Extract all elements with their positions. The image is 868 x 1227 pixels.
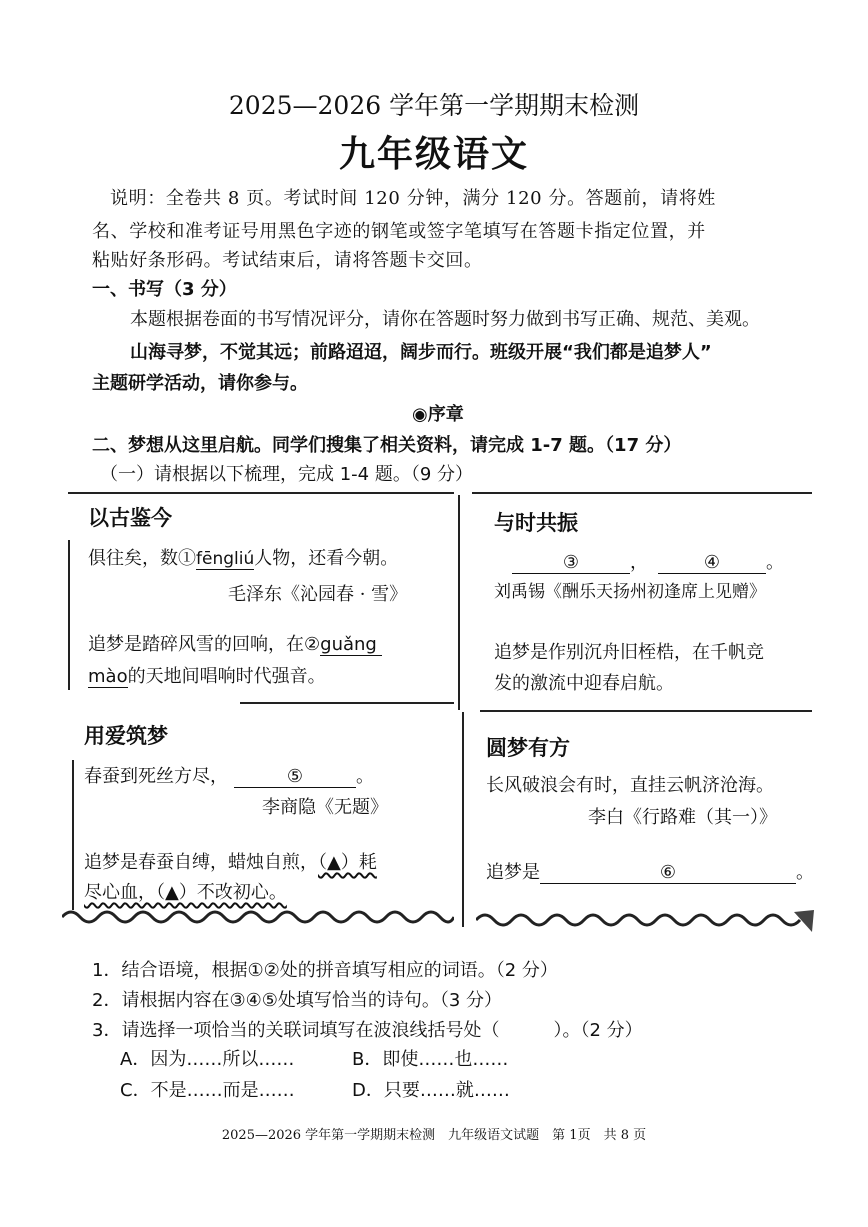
question-3: 3．请选择一项恰当的关联词填写在波浪线括号处（ ）。（2 分）	[92, 1020, 643, 1041]
chapter-label: 序章	[427, 404, 464, 425]
box-2-title: 与时共振	[494, 511, 578, 535]
box-3-dream-line-1	[84, 848, 377, 874]
box-4-dream-pre: 追梦是	[486, 862, 540, 883]
box-1-source: 毛泽东《沁园春 · 雪》	[228, 584, 408, 605]
box-1-dream-post: 的天地间唱响时代强音。	[127, 666, 326, 687]
pinyin-1: fēngliú	[196, 549, 255, 569]
box-divider-top	[458, 495, 460, 710]
box-3-left-border	[72, 760, 74, 910]
question-2: 2．请根据内容在③④⑤处填写恰当的诗句。（3 分）	[92, 990, 503, 1011]
blank-marker-1: ①	[178, 548, 196, 569]
wavy-blank-2: 尽心血，（▲）不改初心。	[84, 882, 287, 903]
option-a: A．因为……所以……	[120, 1049, 295, 1070]
box-2-dream-line-2: 发的激流中迎春启航。	[494, 673, 674, 694]
box-1-poem-post: 人物，还看今朝。	[254, 548, 399, 569]
blank-6: ⑥	[540, 862, 796, 884]
exam-title: 2025—2026 学年第一学期期末检测	[228, 91, 640, 120]
box-3-dream-line-2	[84, 878, 287, 904]
box-2-blanks	[512, 548, 784, 574]
instructions-line-3: 粘贴好条形码。考试结束后，请将答题卡交回。	[92, 250, 483, 271]
instructions-line-1: 说明：全卷共 8 页。考试时间 120 分钟，满分 120 分。答题前，请将姓	[110, 188, 716, 209]
page-footer: 2025—2026 学年第一学期期末检测 九年级语文试题 第 1页 共 8 页	[221, 1128, 647, 1143]
box-2-bottom-border	[480, 710, 812, 712]
question-1: 1．结合语境，根据①②处的拼音填写相应的词语。（2 分）	[92, 960, 558, 981]
box-3-poem	[84, 762, 374, 788]
box-3-period: 。	[356, 766, 374, 787]
box-2-period: 。	[766, 552, 784, 573]
box-2-dream-line-1: 追梦是作别沉舟旧桎梏，在千帆竞	[494, 642, 764, 663]
box-2-comma: ，	[630, 552, 648, 573]
box-4-wavy-border	[476, 908, 816, 940]
box-3-wavy-border	[62, 905, 454, 929]
chapter-mark-icon: ◉	[412, 404, 428, 425]
exam-subject: 九年级语文	[338, 133, 529, 175]
box-2-source: 刘禹锡《酬乐天扬州初逢席上见赠》	[494, 582, 766, 602]
instructions-line-2: 名、学校和准考证号用黑色字迹的钢笔或签字笔填写在答题卡指定位置，并	[92, 221, 706, 242]
option-c: C．不是……而是……	[120, 1080, 295, 1101]
box-3-poem-text: 春蚕到死丝方尽，	[84, 766, 228, 787]
box-1-dream-line-1	[88, 630, 382, 656]
box-4-poem: 长风破浪会有时，直挂云帆济沧海。	[486, 775, 774, 796]
box-1-poem	[88, 544, 398, 570]
section-1-body: 本题根据卷面的书写情况评分，请你在答题时努力做到书写正确、规范、美观。	[130, 309, 760, 330]
box-1-dream-pre: 追梦是踏碎风雪的回响，在	[88, 634, 304, 655]
option-b: B．即使……也……	[352, 1049, 509, 1070]
box-1-dream-line-2	[88, 662, 326, 688]
box-1-top-border	[68, 492, 454, 494]
box-4-dream	[486, 858, 814, 884]
box-3-title: 用爱筑梦	[84, 724, 168, 748]
section-2-heading: 二、梦想从这里启航。同学们搜集了相关资料，请完成 1-7 题。（17 分）	[92, 435, 682, 456]
blank-4: ④	[658, 552, 766, 574]
box-1-left-border	[68, 540, 70, 690]
wavy-blank-1: （▲）耗	[318, 852, 377, 873]
intro-line-1: 山海寻梦，不觉其远；前路迢迢，阔步而行。班级开展“我们都是追梦人”	[130, 342, 712, 363]
section-2-sub: （一）请根据以下梳理，完成 1-4 题。（9 分）	[100, 464, 474, 485]
pinyin-2b: mào	[88, 666, 128, 687]
blank-3: ③	[512, 552, 630, 574]
blank-5: ⑤	[234, 766, 356, 788]
pinyin-2a: guǎng	[320, 634, 382, 656]
option-d: D．只要……就……	[352, 1080, 510, 1101]
box-4-source: 李白《行路难（其一）》	[588, 807, 777, 828]
box-2-top-border	[472, 492, 812, 494]
box-1-bottom-border	[240, 702, 454, 704]
chapter-marker	[412, 400, 464, 426]
blank-marker-2: ②	[304, 634, 321, 655]
box-1-poem-pre: 俱往矣，数	[88, 548, 178, 569]
box-1-title: 以古鉴今	[88, 506, 172, 530]
box-3-source: 李商隐《无题》	[262, 797, 388, 818]
box-3-dream-pre: 追梦是春蚕自缚，蜡烛自煎，	[84, 852, 318, 873]
box-divider-bottom	[462, 712, 464, 927]
section-1-heading: 一、书写（3 分）	[92, 279, 237, 300]
intro-line-2: 主题研学活动，请你参与。	[92, 373, 308, 394]
box-4-title: 圆梦有方	[486, 736, 570, 760]
box-4-period: 。	[796, 862, 814, 883]
